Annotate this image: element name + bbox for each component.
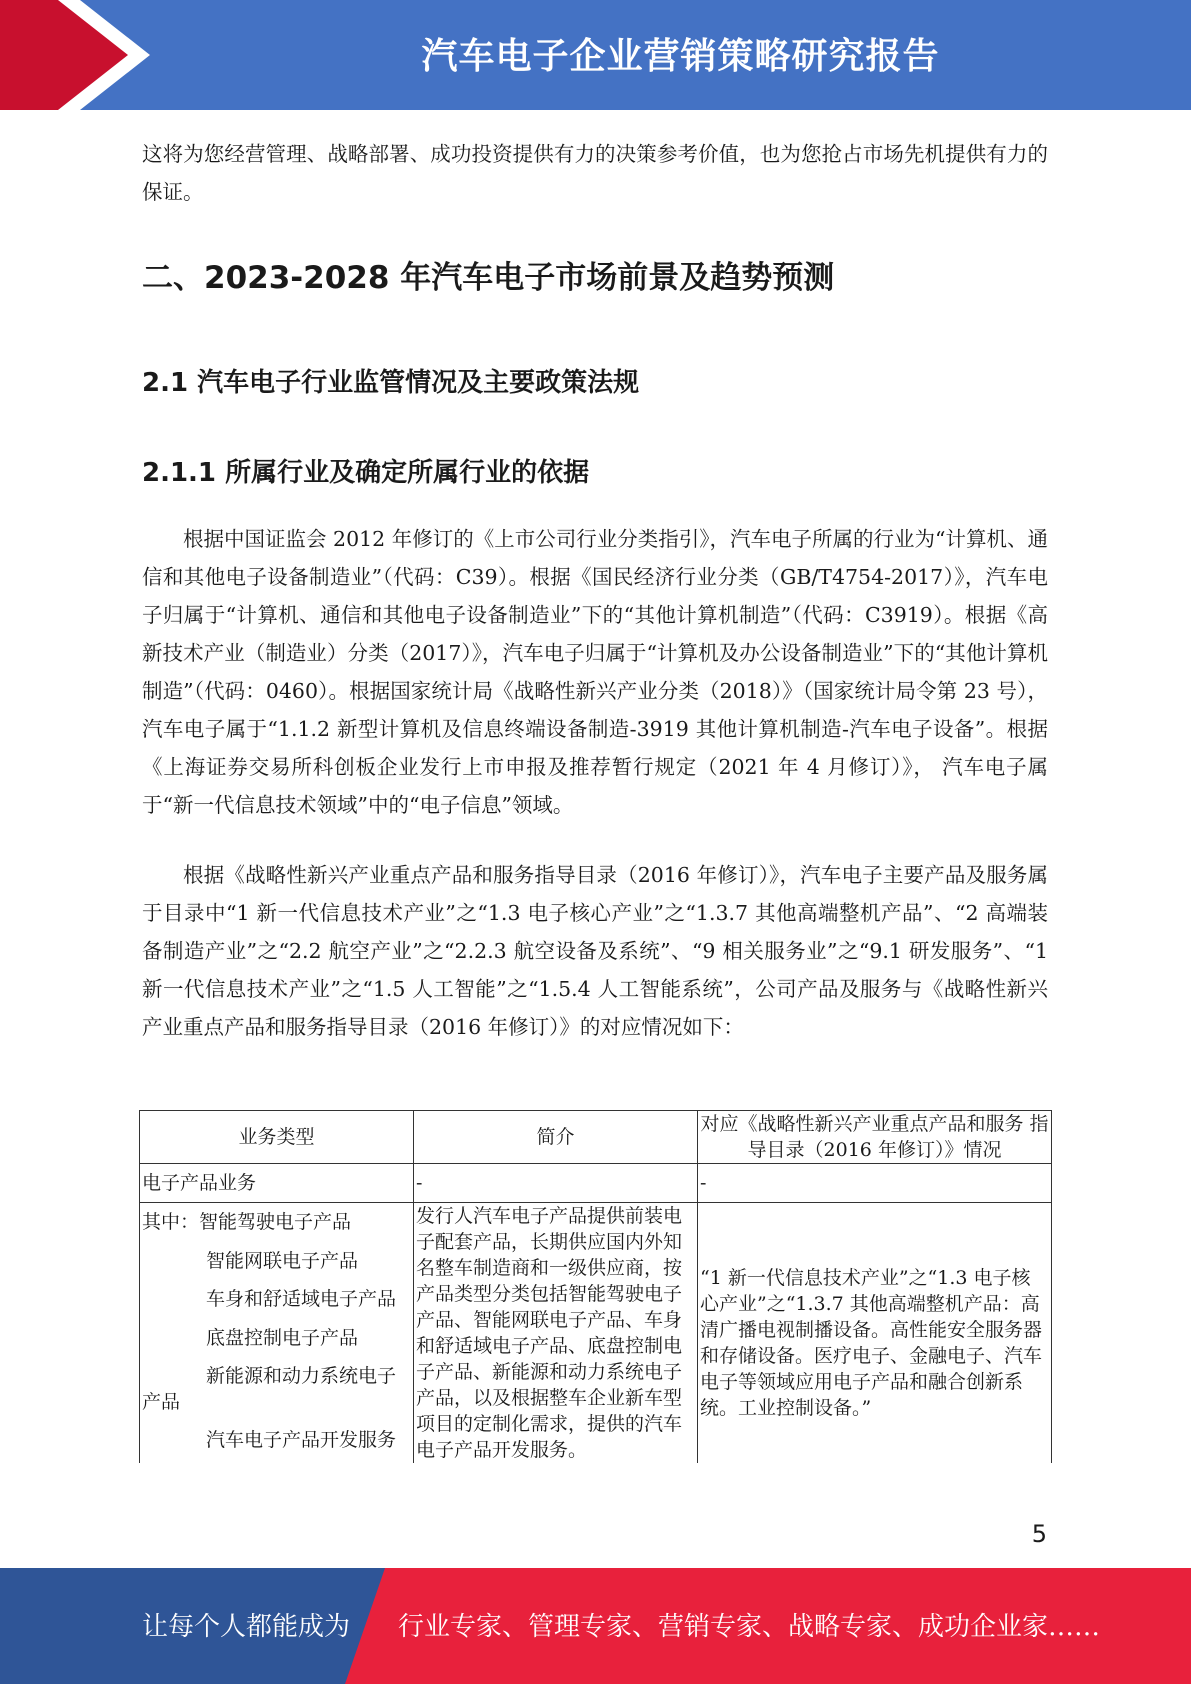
table-row [140, 1203, 1052, 1464]
page-number: 5 [1031, 1520, 1047, 1548]
paragraph-industry-classification: 根据中国证监会 2012 年修订的《上市公司行业分类指引》，汽车电子所属的行业为“计算机、通信和其他电子设备制造业”（代码：C39）。根据《国民经济行业分类（GB/T4754-2017）》，汽车电子归属于“计算机、通信和其他电子设备制造业”下的“其他计算机制造”（代码：C3919）。根据《高新技术产业（制造业）分类（2017）》，汽车电子归属于“计算机及办公设备制造业”下的“其他计算机制造”（代码：0460）。根据国家统计局《战略性新兴产业分类（2018）》（国家统计局令第 23 号），汽车电子属于“1.1.2 新型计算机及信息终端设备制造-3919 其他计算机制造-汽车电子设备”。根据《上海证券交易所科创板企业发行上市申报及推荐暂行规定（2021 年 4 月修订）》， 汽车电子属于“新一代信息技术领域”中的“电子信息”领域。 [142, 527, 1048, 817]
footer-banner [0, 1568, 1191, 1684]
paragraph-strategic-directory: 根据《战略性新兴产业重点产品和服务指导目录（2016 年修订）》，汽车电子主要产品及服务属于目录中“1 新一代信息技术产业”之“1.3 电子核心产业”之“1.3.7 其他高端整机产品”、“2 高端装备制造产业”之“2.2 航空产业”之“2.2.3 航空设备及系统”、“9 相关服务业”之“9.1 研发服务”、“1 新一代信息技术产业”之“1.5 人工智能”之“1.5.4 人工智能系统”，公司产品及服务与《战略性新兴产业重点产品和服务指导目录（2016 年修订）》的对应情况如下： [142, 863, 1048, 1039]
table-cell: - [698, 1164, 1052, 1203]
mapping-text: “1 新一代信息技术产业”之“1.3 电子核心产业”之“1.3.7 其他高端整机产品：高清广播电视制播设备。高性能安全服务器和存储设备。医疗电子、金融电子、汽车电子等领域应用电子产品和融合创新系统。工业控制设备。” [700, 1267, 1043, 1419]
table-header-cell: 对应《战略性新兴产业重点产品和服务 指导目录（2016 年修订）》情况 [698, 1111, 1052, 1164]
table-header-cell: 简介 [414, 1111, 698, 1164]
report-title: 汽车电子企业营销策略研究报告 [421, 36, 940, 77]
header-red-chevron [0, 0, 150, 110]
list-item: 产品 [142, 1391, 181, 1413]
table-header-row [140, 1111, 1052, 1164]
table-row [140, 1164, 1052, 1203]
subsection-heading: 2.1 汽车电子行业监管情况及主要政策法规 [142, 368, 640, 398]
subsubsection-heading: 2.1.1 所属行业及确定所属行业的依据 [142, 458, 590, 488]
header-banner [0, 0, 1191, 110]
table-cell-mapping [698, 1203, 1052, 1464]
list-item: 其中：智能驾驶电子产品 [142, 1211, 352, 1233]
table-header-cell: 业务类型 [140, 1111, 414, 1164]
table-cell-intro: 发行人汽车电子产品提供前装电子配套产品，长期供应国内外知名整车制造商和一级供应商，按产品类型分类包括智能驾驶电子产品、智能网联电子产品、车身和舒适域电子产品、底盘控制电子产品、新能源和动力系统电子产品，以及根据整车企业新车型项目的定制化需求，提供的汽车电子产品开发服务。 [414, 1203, 698, 1464]
section-heading: 二、2023-2028 年汽车电子市场前景及趋势预测 [142, 260, 835, 296]
list-item: 车身和舒适域电子产品 [206, 1288, 397, 1310]
table-cell-business-types [140, 1203, 414, 1464]
list-item: 新能源和动力系统电子 [206, 1365, 397, 1387]
footer-slogan-left: 让每个人都能成为 [142, 1612, 351, 1642]
intro-paragraph: 这将为您经营管理、战略部署、成功投资提供有力的决策参考价值，也为您抢占市场先机提供有力的保证。 [142, 142, 1048, 204]
list-item: 底盘控制电子产品 [206, 1326, 359, 1349]
business-mapping-table [139, 1110, 1052, 1463]
table-cell: 电子产品业务 [140, 1164, 414, 1203]
table-cell: - [414, 1164, 698, 1203]
footer-slogan-right: 行业专家、管理专家、营销专家、战略专家、成功企业家…… [398, 1612, 1101, 1642]
list-item: 智能网联电子产品 [206, 1249, 359, 1272]
list-item: 汽车电子产品开发服务 [206, 1429, 397, 1451]
